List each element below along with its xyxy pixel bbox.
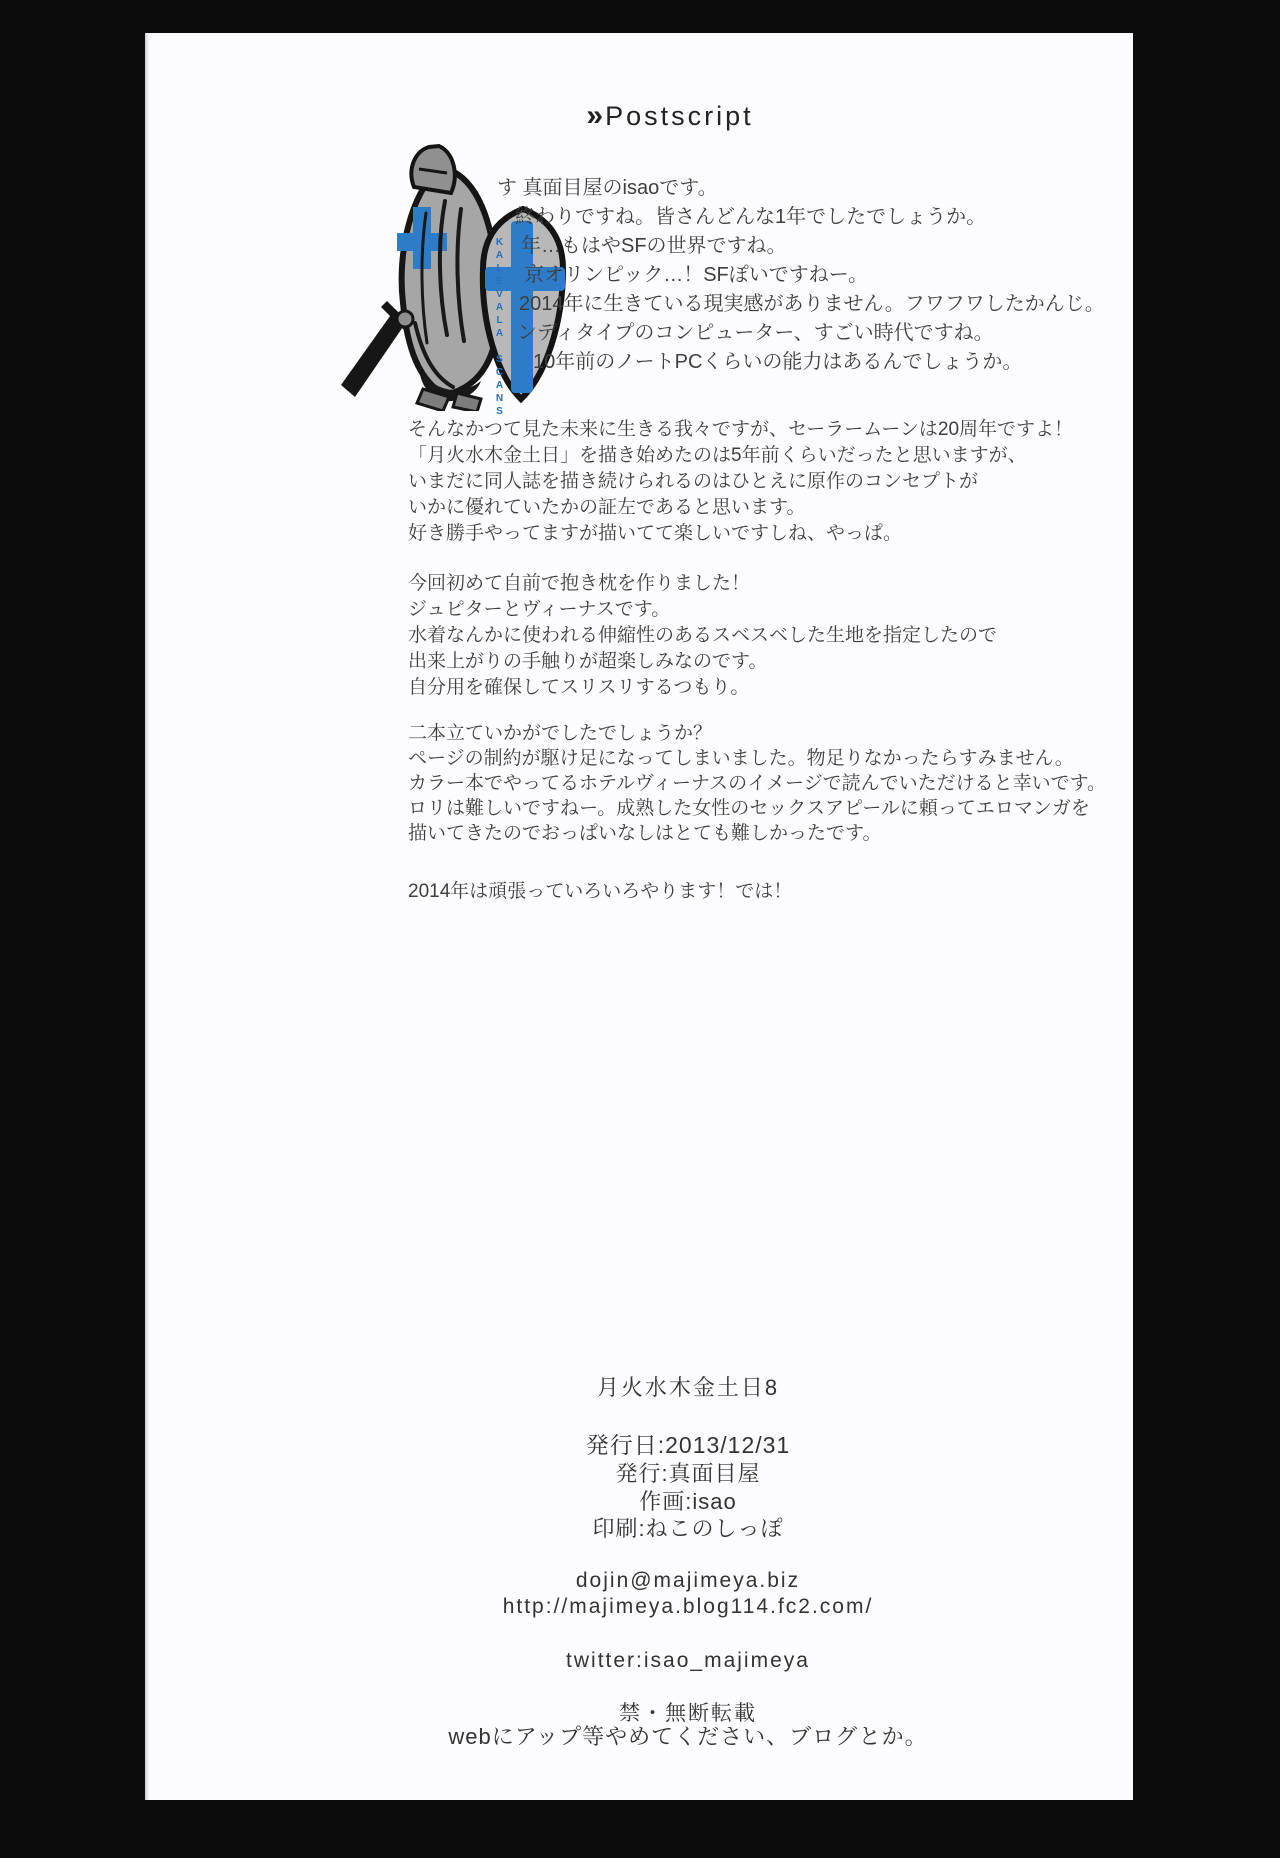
double-arrow-icon: » xyxy=(586,99,602,132)
text-line: 2014年は頑張っていろいろやります！では！ xyxy=(408,881,793,902)
text-line: ロリは難しいですねー。成熟した女性のセックスアピールに頼ってエロマンガを xyxy=(408,798,1090,819)
text-line: 描いてきたのでおっぱいなしはとても難しかったです。 xyxy=(408,823,882,844)
text-line: 今回初めて自前で抱き枕を作りました！ xyxy=(408,573,751,594)
text-line: 自分用を確保してスリスリするつもり。 xyxy=(408,677,750,698)
colophon-twitter-handle: twitter:isao_majimeya xyxy=(566,1649,810,1672)
text-line: 終わりですね。皆さんどんな1年でしたでしょうか。 xyxy=(515,206,987,228)
text-line: 2014年に生きている現実感がありません。フワフワしたかんじ。 xyxy=(519,293,1105,315)
text-line: ンディタイプのコンピューター、すごい時代ですね。 xyxy=(517,322,994,344)
text-line: 京オリンピック…！SFぽいですねー。 xyxy=(524,264,868,286)
page-title xyxy=(475,99,865,133)
text-line: カラー本でやってるホテルヴィーナスのイメージで読んでいただけると幸いです。 xyxy=(408,773,1107,794)
text-line: ジュピターとヴィーナスです。 xyxy=(408,599,671,620)
colophon-website-url: http://majimeya.blog114.fc2.com/ xyxy=(502,1595,874,1618)
postscript-paragraph-2 xyxy=(408,417,1073,547)
text-line: す 真面目屋のisaoです。 xyxy=(497,177,718,199)
text-line: いまだに同人誌を描き続けられるのはひとえに原作のコンセプトが xyxy=(408,471,979,492)
text-line: 水着なんかに使われる伸縮性のあるスベスベした生地を指定したので xyxy=(408,625,998,646)
postscript-paragraph-4 xyxy=(408,721,1106,846)
colophon-artist: 作画:isao xyxy=(639,1489,737,1514)
colophon-upload-warning: webにアップ等やめてください、ブログとか。 xyxy=(448,1724,928,1749)
text-line: 年…もはやSFの世界ですね。 xyxy=(521,235,787,257)
colophon-book-title: 月火水木金土日8 xyxy=(596,1375,780,1400)
postscript-closing-line xyxy=(408,879,792,904)
colophon-printer: 印刷:ねこのしっぽ xyxy=(592,1516,784,1541)
colophon-email: dojin@majimeya.biz xyxy=(575,1569,801,1592)
text-line: 「月火水木金土日」を描き始めたのは5年前くらいだったと思いますが、 xyxy=(408,445,1027,466)
page-sheet xyxy=(145,33,1133,1800)
text-line: いかに優れていたかの証左であると思います。 xyxy=(408,497,806,518)
text-line: 好き勝手やってますが描いてて楽しいですしね、やっぱ。 xyxy=(408,523,903,544)
text-line: ページの制約が駆け足になってしまいました。物足りなかったらすみません。 xyxy=(408,748,1074,769)
shield-vertical-text: KALEVALA SCANS xyxy=(494,237,505,419)
postscript-paragraph-3 xyxy=(408,571,997,701)
colophon-publisher: 発行:真面目屋 xyxy=(615,1461,761,1486)
colophon-publish-date: 発行日:2013/12/31 xyxy=(585,1432,791,1458)
page-title-text: Postscript xyxy=(605,101,754,131)
text-line: 出来上がりの手触りが超楽しみなのです。 xyxy=(408,651,768,672)
text-line: そんなかつて見た未来に生きる我々ですが、セーラームーンは20周年ですよ！ xyxy=(408,419,1074,440)
postscript-paragraph-1 xyxy=(375,174,1105,377)
text-line: 10年前のノートPCくらいの能力はあるんでしょうか。 xyxy=(533,351,1023,373)
colophon-reprint-prohibition: 禁・無断転載 xyxy=(619,1702,757,1725)
text-line: 二本立ていかがでしたでしょうか？ xyxy=(408,723,713,744)
